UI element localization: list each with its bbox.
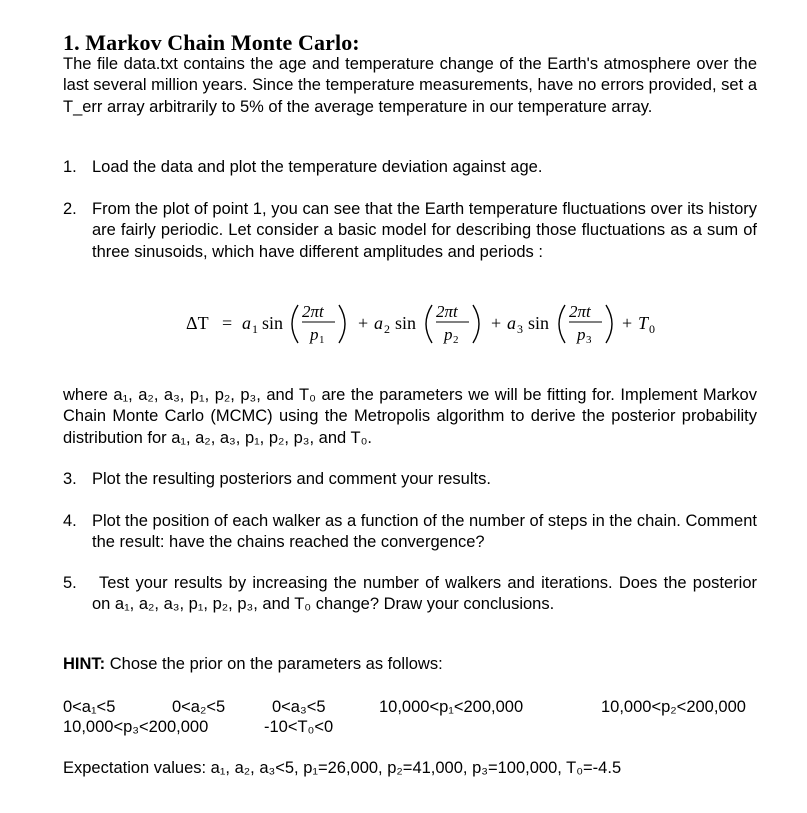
eq-p3: p	[577, 325, 586, 344]
eq-p3-sub: 3	[586, 334, 592, 346]
eq-a1-sub: 1	[252, 322, 258, 336]
eq-numer-3: 2πt	[569, 302, 591, 321]
eq-a3-sub: 3	[517, 322, 523, 336]
prior-p2: 10,000<p₂<200,000	[601, 698, 746, 716]
prior-a3: 0<a₃<5	[272, 698, 326, 716]
list-text: From the plot of point 1, you can see that the Earth temperature fluctuations over its history are fairly periodic. Let consider a basic model for describing those fluctuations as a sum of three sinusoids, which have different amplitudes and periods :	[92, 200, 757, 261]
eq-T0-sub: 0	[649, 322, 655, 336]
section-title: 1. Markov Chain Monte Carlo:	[63, 30, 360, 55]
eq-p1: p	[310, 325, 319, 344]
left-paren-3	[559, 305, 565, 343]
eq-sin-3: sin	[528, 313, 550, 333]
hint-label: HINT:	[63, 655, 106, 673]
eq-equals: =	[222, 313, 233, 333]
eq-plus-1: +	[358, 313, 369, 333]
eq-plus-2: +	[491, 313, 502, 333]
eq-plus-3: +	[622, 313, 633, 333]
prior-a1: 0<a₁<5	[63, 698, 116, 716]
list-text: Load the data and plot the temperature deviation against age.	[92, 158, 543, 176]
eq-a3: a	[507, 313, 516, 333]
right-paren-3	[606, 305, 612, 343]
where-paragraph: where a₁, a₂, a₃, p₁, p₂, p₃, and T₀ are the parameters we will be fitting for. Implement Markov Chain Monte Carlo (MCMC) using the Metropolis algorithm to derive the posterior probability distribution for a₁, a₂, a₃, p₁, p₂, p₃, and T₀.	[63, 386, 757, 447]
eq-numer-2: 2πt	[436, 302, 458, 321]
eq-a2-sub: 2	[384, 322, 390, 336]
eq-numer-1: 2πt	[302, 302, 324, 321]
left-paren-1	[292, 305, 298, 343]
list-number: 3.	[63, 470, 77, 488]
right-paren-1	[339, 305, 345, 343]
list-text: Plot the resulting posteriors and comment your results.	[92, 470, 491, 488]
expectation-values: Expectation values: a₁, a₂, a₃<5, p₁=26,000, p₂=41,000, p₃=100,000, T₀=-4.5	[63, 759, 622, 777]
list-item-5	[63, 573, 757, 616]
list-item-3	[63, 469, 757, 490]
list-number: 5.	[63, 574, 77, 592]
eq-sin-2: sin	[395, 313, 417, 333]
prior-p3: 10,000<p₃<200,000	[63, 718, 209, 736]
hint-text: Chose the prior on the parameters as follows:	[109, 655, 443, 673]
list-item-4	[63, 511, 757, 554]
prior-p1: 10,000<p₁<200,000	[379, 698, 524, 716]
eq-T0: T	[638, 313, 649, 333]
eq-p1-sub: 1	[319, 334, 325, 346]
list-number: 2.	[63, 200, 77, 218]
right-paren-2	[473, 305, 479, 343]
eq-p2: p	[444, 325, 453, 344]
list-item-2	[63, 199, 757, 263]
list-text: Plot the position of each walker as a function of the number of steps in the chain. Comment the result: have the chains reached the convergence?	[92, 512, 757, 552]
equation-svg	[186, 292, 686, 352]
left-paren-2	[426, 305, 432, 343]
eq-sin-1: sin	[262, 313, 284, 333]
eq-a1: a	[242, 313, 251, 333]
eq-a2: a	[374, 313, 383, 333]
hint-line	[63, 655, 443, 674]
list-number: 1.	[63, 158, 77, 176]
model-equation	[186, 292, 686, 352]
list-text: Test your results by increasing the number of walkers and iterations. Does the posterior on a₁, a₂, a₃, p₁, p₂, p₃, and T₀ change? Draw your conclusions.	[92, 574, 757, 614]
intro-paragraph: The file data.txt contains the age and temperature change of the Earth's atmosphere over the last several million years. Since the temperature measurements, have no errors provided, set a T_err array arbitrarily to 5% of the average temperature in our temperature array.	[63, 55, 757, 116]
list-number: 4.	[63, 512, 77, 530]
prior-a2: 0<a₂<5	[172, 698, 226, 716]
prior-T0: -10<T₀<0	[264, 718, 334, 736]
eq-p2-sub: 2	[453, 334, 459, 346]
list-item-1	[63, 157, 757, 178]
eq-lhs: ΔT	[186, 313, 209, 333]
